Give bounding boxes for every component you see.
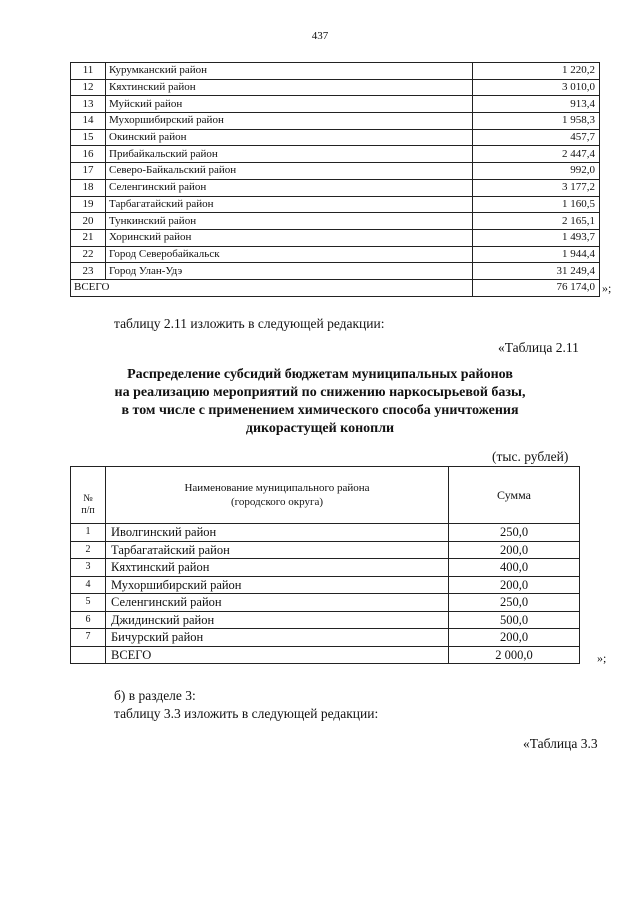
- row-name: Окинский район: [106, 129, 473, 146]
- table-row: [71, 629, 580, 647]
- header-name-line: (городского округа): [230, 496, 324, 508]
- table-continuation: [70, 62, 600, 297]
- table-row: [71, 611, 580, 629]
- row-number: 16: [71, 146, 106, 163]
- row-name: Прибайкальский район: [106, 146, 473, 163]
- table-row: [71, 113, 600, 130]
- table-caption: «Таблица 2.11: [498, 340, 579, 355]
- row-name: Курумканский район: [106, 63, 473, 80]
- header-sum: Сумма: [449, 467, 580, 524]
- row-value: 500,0: [449, 611, 580, 629]
- row-number: 14: [71, 113, 106, 130]
- table-closing-quote: »;: [597, 651, 607, 665]
- row-value: 3 177,2: [473, 179, 600, 196]
- row-value: 457,7: [473, 129, 600, 146]
- row-value: 250,0: [449, 524, 580, 542]
- table-row: [71, 559, 580, 577]
- table-row: [71, 263, 600, 280]
- row-number: 12: [71, 79, 106, 96]
- row-number: 3: [71, 559, 106, 577]
- row-value: 200,0: [449, 576, 580, 594]
- row-number: 7: [71, 629, 106, 647]
- title-line: Распределение субсидий бюджетам муниципальных районов: [127, 367, 513, 382]
- paragraph-section: б) в разделе 3:: [114, 688, 196, 703]
- row-name: Мухоршибирский район: [106, 576, 449, 594]
- row-value: 200,0: [449, 541, 580, 559]
- row-number: 1: [71, 524, 106, 542]
- table-row: [71, 541, 580, 559]
- header-name-line: Наименование муниципального района: [184, 482, 370, 494]
- row-value: 1 160,5: [473, 196, 600, 213]
- row-name: Мухоршибирский район: [106, 113, 473, 130]
- row-name: Северо-Байкальский район: [106, 163, 473, 180]
- row-value: 2 447,4: [473, 146, 600, 163]
- row-name: Город Улан-Удэ: [106, 263, 473, 280]
- row-number: 18: [71, 179, 106, 196]
- row-number: 13: [71, 96, 106, 113]
- table-row: [71, 179, 600, 196]
- table-caption: «Таблица 3.3: [523, 736, 598, 751]
- table-row: [71, 63, 600, 80]
- title-line: в том числе с применением химического способа уничтожения: [121, 403, 519, 418]
- row-number: 2: [71, 541, 106, 559]
- row-value: 2 165,1: [473, 213, 600, 230]
- row-name: Тарбагатайский район: [106, 196, 473, 213]
- row-value: 31 249,4: [473, 263, 600, 280]
- table-total-row: [71, 646, 580, 664]
- title-line: на реализацию мероприятий по снижению наркосырьевой базы,: [114, 385, 526, 400]
- row-name: Селенгинский район: [106, 179, 473, 196]
- units-label: (тыс. рублей): [492, 449, 569, 464]
- row-name: Бичурский район: [106, 629, 449, 647]
- page-number: 437: [311, 30, 329, 42]
- row-name: Селенгинский район: [106, 594, 449, 612]
- table-row: [71, 163, 600, 180]
- total-value: 76 174,0: [473, 279, 600, 296]
- row-value: 1 493,7: [473, 229, 600, 246]
- paragraph-instruction: таблицу 2.11 изложить в следующей редакции:: [114, 316, 385, 331]
- table-row: [71, 213, 600, 230]
- row-name: Город Северобайкальск: [106, 246, 473, 263]
- header-name: [106, 467, 449, 524]
- row-value: 1 220,2: [473, 63, 600, 80]
- total-empty-cell: [71, 646, 106, 664]
- row-number: 17: [71, 163, 106, 180]
- subsidies-table-body: [71, 524, 580, 647]
- row-number: 4: [71, 576, 106, 594]
- row-name: Хоринский район: [106, 229, 473, 246]
- table-row: [71, 129, 600, 146]
- table-row: [71, 524, 580, 542]
- row-value: 400,0: [449, 559, 580, 577]
- row-value: 200,0: [449, 629, 580, 647]
- row-value: 3 010,0: [473, 79, 600, 96]
- table-header-row: [71, 467, 580, 524]
- table-closing-quote: »;: [602, 281, 612, 295]
- row-name: Кяхтинский район: [106, 559, 449, 577]
- row-value: 1 944,4: [473, 246, 600, 263]
- row-number: 19: [71, 196, 106, 213]
- table-row: [71, 246, 600, 263]
- row-number: 6: [71, 611, 106, 629]
- table-total-row: [71, 279, 600, 296]
- title-line: дикорастущей конопли: [245, 421, 395, 436]
- table-row: [71, 576, 580, 594]
- row-name: Джидинский район: [106, 611, 449, 629]
- row-name: Муйский район: [106, 96, 473, 113]
- row-value: 992,0: [473, 163, 600, 180]
- row-name: Тарбагатайский район: [106, 541, 449, 559]
- row-number: 11: [71, 63, 106, 80]
- row-name: Кяхтинский район: [106, 79, 473, 96]
- row-value: 250,0: [449, 594, 580, 612]
- table-continuation-body: [71, 63, 600, 280]
- table-row: [71, 196, 600, 213]
- row-number: 20: [71, 213, 106, 230]
- header-number-sign: №: [83, 493, 93, 504]
- table-row: [71, 79, 600, 96]
- total-label: ВСЕГО: [106, 646, 449, 664]
- row-number: 23: [71, 263, 106, 280]
- table-title: [0, 366, 640, 438]
- row-value: 1 958,3: [473, 113, 600, 130]
- row-name: Иволгинский район: [106, 524, 449, 542]
- row-name: Тункинский район: [106, 213, 473, 230]
- row-number: 5: [71, 594, 106, 612]
- total-value: 2 000,0: [449, 646, 580, 664]
- table-row: [71, 229, 600, 246]
- total-label: ВСЕГО: [71, 279, 473, 296]
- row-number: 21: [71, 229, 106, 246]
- subsidies-table: [70, 466, 580, 664]
- paragraph-instruction: таблицу 3.3 изложить в следующей редакции:: [114, 706, 379, 721]
- table-row: [71, 594, 580, 612]
- row-number: 22: [71, 246, 106, 263]
- row-value: 913,4: [473, 96, 600, 113]
- table-row: [71, 96, 600, 113]
- table-row: [71, 146, 600, 163]
- header-number-abbr: п/п: [81, 505, 95, 516]
- row-number: 15: [71, 129, 106, 146]
- header-number: [71, 467, 106, 524]
